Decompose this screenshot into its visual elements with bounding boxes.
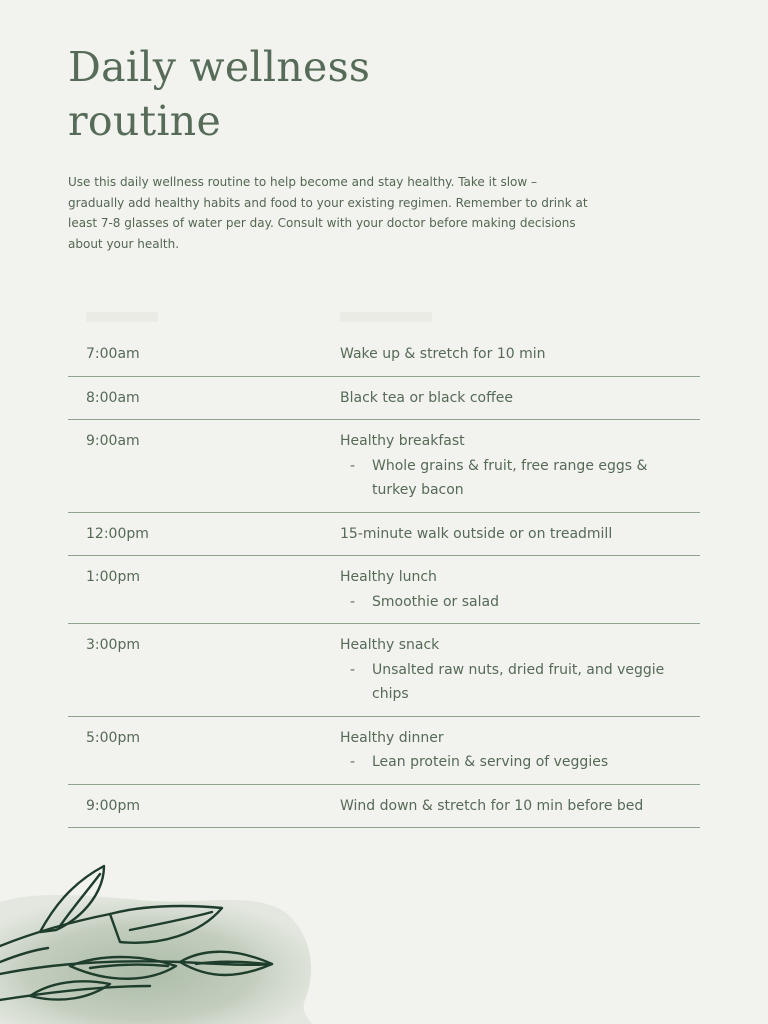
- row-time: 1:00pm: [86, 569, 140, 585]
- row-activity: [340, 386, 700, 411]
- table-row: [68, 513, 700, 557]
- row-activity: [340, 342, 700, 367]
- sub-item-text: Unsalted raw nuts, dried fruit, and veggie chips: [372, 661, 665, 702]
- sub-item-text: Smoothie or salad: [372, 593, 499, 610]
- row-time: 9:00am: [86, 433, 140, 449]
- dash-bullet: -: [350, 754, 356, 770]
- row-time: 8:00am: [86, 389, 140, 406]
- title-line-1: Daily wellness: [68, 43, 371, 91]
- table-row: [68, 420, 700, 513]
- sub-item-text: Lean protein & serving of veggies: [372, 754, 609, 770]
- row-activity: [340, 633, 700, 707]
- activity-text: Healthy snack: [340, 637, 440, 653]
- row-time: 7:00am: [86, 346, 140, 362]
- row-time: 9:00pm: [86, 797, 140, 814]
- activity-sub-item: [340, 750, 700, 775]
- row-activity: [340, 522, 700, 547]
- row-time: 12:00pm: [86, 525, 149, 542]
- row-time: 3:00pm: [86, 637, 140, 653]
- activity-text: Black tea or black coffee: [340, 389, 513, 406]
- table-row: [68, 556, 700, 624]
- activity-text: Wake up & stretch for 10 min: [340, 346, 546, 362]
- row-activity: [340, 726, 700, 775]
- activity-text: Healthy lunch: [340, 569, 437, 585]
- activity-sub-item: [340, 658, 700, 707]
- table-row: [68, 377, 700, 421]
- intro-paragraph: Use this daily wellness routine to help become and stay healthy. Take it slow – gradually add healthy habits and food to your existing regimen. Remember to drink at least 7-8 glasses of water per day. Consult with your doctor before making decisions about your health.: [68, 175, 588, 251]
- activity-sub-item: [340, 454, 700, 503]
- dash-bullet: -: [350, 661, 356, 678]
- leaf-branch-icon: [0, 850, 360, 1024]
- title-line-2: routine: [68, 97, 222, 145]
- activity-text: Healthy breakfast: [340, 433, 465, 449]
- activity-sub-item: [340, 590, 700, 615]
- row-activity: [340, 565, 700, 614]
- activity-column-header: [340, 312, 432, 322]
- activity-text: Wind down & stretch for 10 min before bed: [340, 797, 644, 814]
- schedule-table: [68, 303, 700, 828]
- activity-text: 15-minute walk outside or on treadmill: [340, 525, 613, 542]
- row-activity: [340, 794, 700, 819]
- table-row: [68, 333, 700, 377]
- row-time: 5:00pm: [86, 729, 140, 746]
- dash-bullet: -: [350, 457, 356, 474]
- dash-bullet: -: [350, 593, 356, 610]
- time-column-header: [86, 312, 158, 322]
- sub-item-text: Whole grains & fruit, free range eggs & turkey bacon: [372, 457, 648, 498]
- activity-text: Healthy dinner: [340, 729, 444, 746]
- table-header-row: [68, 303, 700, 333]
- table-row: [68, 785, 700, 829]
- table-row: [68, 717, 700, 785]
- table-row: [68, 624, 700, 717]
- page-title: [68, 40, 488, 148]
- row-activity: [340, 429, 700, 503]
